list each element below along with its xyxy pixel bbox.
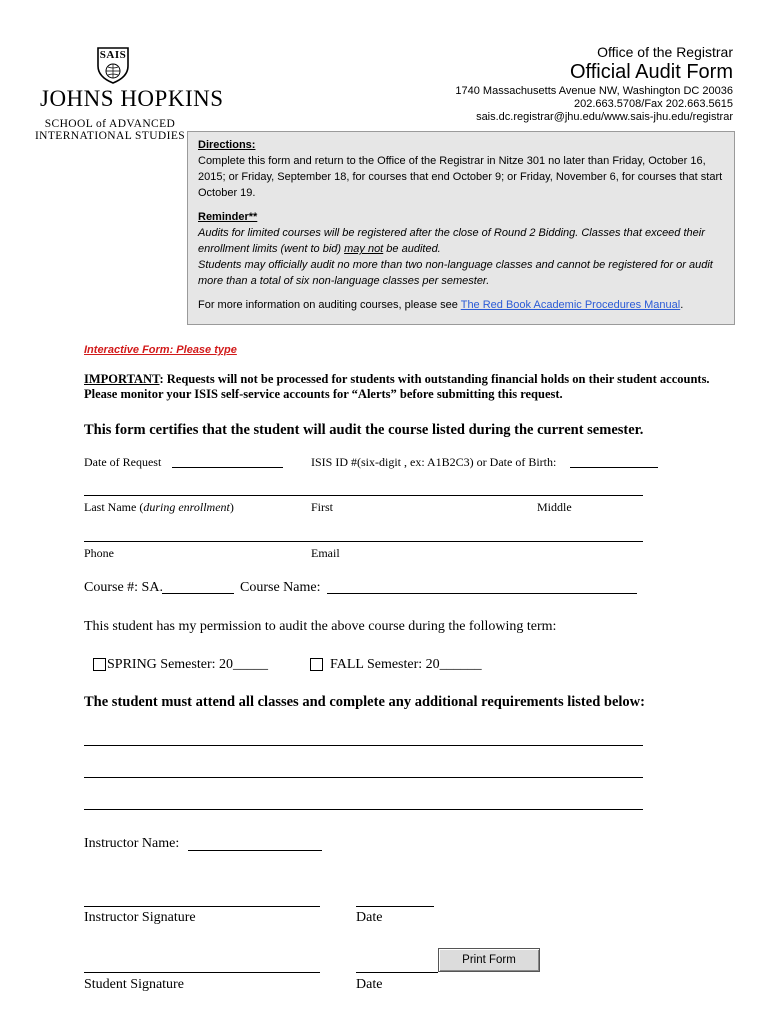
course-name-field[interactable] bbox=[327, 593, 637, 594]
requirements-line-3[interactable] bbox=[84, 809, 643, 810]
address: 1740 Massachusetts Avenue NW, Washington DC 20036 bbox=[455, 85, 733, 97]
phone-fax: 202.663.5708/Fax 202.663.5615 bbox=[573, 98, 733, 110]
school-name-line2: INTERNATIONAL STUDIES bbox=[34, 130, 186, 142]
reminder-audit-limit: Students may officially audit no more than two non-language classes and cannot be registered for or audit more than a total of six non-language classes per semester. bbox=[198, 259, 713, 287]
instructor-name-field[interactable] bbox=[188, 850, 322, 851]
directions-box bbox=[187, 131, 735, 325]
directions-heading: Directions: bbox=[198, 139, 256, 151]
student-signature-line[interactable] bbox=[84, 972, 320, 973]
page-title: Official Audit Form bbox=[569, 61, 733, 83]
red-book-link[interactable]: The Red Book Academic Procedures Manual bbox=[460, 299, 681, 311]
date-of-request-label: Date of Request bbox=[84, 455, 162, 469]
contact-field-line[interactable] bbox=[84, 541, 643, 542]
first-name-label: First bbox=[311, 500, 334, 514]
spring-semester-label: SPRING Semester: 20_____ bbox=[107, 657, 268, 672]
date-of-request-field[interactable] bbox=[172, 467, 283, 468]
middle-name-label: Middle bbox=[537, 500, 572, 514]
print-form-button[interactable]: Print Form bbox=[438, 948, 540, 972]
instructor-signature-line[interactable] bbox=[84, 906, 320, 907]
instructor-date-line[interactable] bbox=[356, 906, 434, 907]
spring-checkbox[interactable] bbox=[93, 658, 106, 671]
isis-id-field[interactable] bbox=[570, 467, 658, 468]
contact-emails: sais.dc.registrar@jhu.edu/www.sais-jhu.edu/registrar bbox=[476, 111, 733, 123]
student-date-label: Date bbox=[356, 977, 383, 992]
course-number-field[interactable] bbox=[162, 593, 234, 594]
interactive-form-note: Interactive Form: Please type bbox=[84, 344, 237, 356]
important-notice: IMPORTANT: Requests will not be processed for students with outstanding financial holds on their student accounts. Please monitor your ISIS self-service accounts for “Alerts” before submitting this request. bbox=[84, 372, 710, 401]
name-field-line[interactable] bbox=[84, 495, 643, 496]
instructor-signature-label: Instructor Signature bbox=[84, 910, 196, 925]
phone-label: Phone bbox=[84, 546, 114, 560]
instructor-name-label: Instructor Name: bbox=[84, 836, 180, 851]
student-signature-label: Student Signature bbox=[84, 977, 184, 992]
instructor-date-label: Date bbox=[356, 910, 383, 925]
isis-id-label: ISIS ID #(six-digit , ex: A1B2C3) or Date of Birth: bbox=[311, 455, 557, 469]
university-name: JOHNS HOPKINS bbox=[40, 86, 224, 111]
requirements-heading: The student must attend all classes and complete any additional requirements listed below: bbox=[84, 694, 645, 710]
sais-seal-text: SAIS bbox=[99, 49, 127, 61]
student-date-line[interactable] bbox=[356, 972, 438, 973]
directions-body: Complete this form and return to the Office of the Registrar in Nitze 301 no later than Friday, October 16, 2015; or Friday, September 18, for courses that end October 9; or Friday, November 6, for courses that start October 19. bbox=[198, 155, 723, 199]
permission-text: This student has my permission to audit the above course during the following term: bbox=[84, 619, 557, 634]
course-number-label: Course #: SA. bbox=[84, 580, 163, 595]
school-name-line1: SCHOOL of ADVANCED bbox=[44, 118, 176, 130]
office-name: Office of the Registrar bbox=[597, 44, 733, 60]
certify-heading: This form certifies that the student will audit the course listed during the current semester. bbox=[84, 422, 644, 438]
fall-checkbox[interactable] bbox=[310, 658, 323, 671]
requirements-line-1[interactable] bbox=[84, 745, 643, 746]
requirements-line-2[interactable] bbox=[84, 777, 643, 778]
last-name-label: Last Name (during enrollment) bbox=[84, 500, 234, 514]
email-label: Email bbox=[311, 546, 340, 560]
more-info: For more information on auditing courses, please see The Red Book Academic Procedures Manual. bbox=[198, 299, 684, 311]
course-name-label: Course Name: bbox=[240, 580, 321, 595]
reminder-limited-courses: Audits for limited courses will be registered after the close of Round 2 Bidding. Classes that exceed their enrollment limits (went to bid) may not be audited. bbox=[198, 227, 705, 255]
fall-semester-label: FALL Semester: 20______ bbox=[330, 657, 482, 672]
reminder-heading: Reminder** bbox=[198, 211, 258, 223]
sais-seal-logo bbox=[96, 46, 130, 84]
